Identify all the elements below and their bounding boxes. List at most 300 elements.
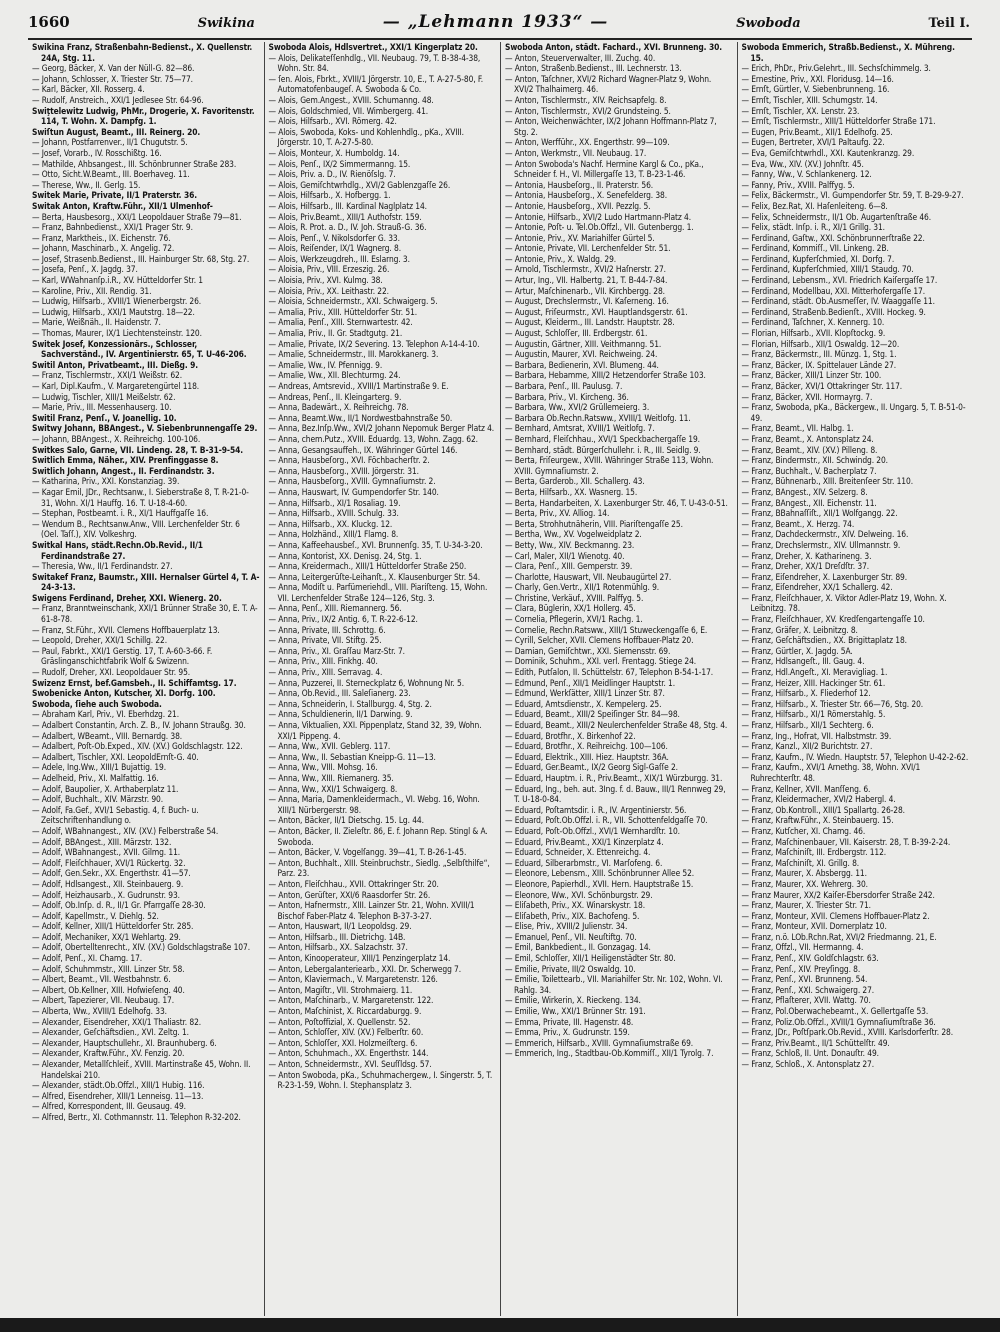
directory-entry: — Adolf, Ob.Inſp. d. R., II/1 Gr. Pfarrgaſſe 28-30. <box>32 900 206 911</box>
directory-entry: — Adolf, Heizhausarb., X. Gudrunstr. 93. <box>32 889 180 900</box>
directory-entry: — Albert, Beamt., VII. Westbahnstr. 6. <box>32 974 171 985</box>
directory-entry: — Franz, Bäcker, XVI/1 Ottakringer Str. 117. <box>741 381 903 391</box>
directory-entry: — Anna, Private, VII. Stiftg. 25. <box>268 635 382 646</box>
directory-entry: — Berta, Strohhutnäherin, VIII. Piariſtengaſſe 25. <box>505 518 683 529</box>
directory-entry: — Albert, Tapezierer, VII. Neubaug. 17. <box>32 995 175 1006</box>
directory-entry: — Anton, Poſtoffizial, X. Quellenstr. 52. <box>268 1016 411 1027</box>
directory-entry: — Abraham Karl, Priv., VI. Eberhdzg. 21. <box>32 709 180 720</box>
directory-entry: — Therese, Ww., II. Gerlg. 15. <box>32 179 141 190</box>
directory-entry: — Andreas, Penſ., II. Kleingarterg. 9. <box>268 391 402 402</box>
directory-entry: — Leopold, Dreher, XXI/1 Schillg. 22. <box>32 635 168 646</box>
directory-entry: — Franz, Ing., Hofrat, VII. Halbstmstr. 39. <box>741 730 892 741</box>
directory-entry: — Franz, Maurer, X. Triester Str. 71. <box>741 900 871 911</box>
directory-entry: — Anton, Taſchner, XVI/2 Richard Wagner-Platz 9, Wohn. XVI/2 Thalhaimerg. 46. <box>505 73 712 95</box>
directory-entry: — Ferdinand, Kupferſchmied, XIII/1 Staudg. 70. <box>741 264 914 275</box>
directory-entry: — Charlotte, Hauswart, VII. Neubaugürtel 27. <box>505 571 672 582</box>
column-4 <box>738 42 975 1316</box>
directory-entry: — Josefa, Penſ., X. Jagdg. 37. <box>32 264 138 275</box>
directory-entry: — Franz, Hilfsarb., X. Fliederhof 12. <box>741 688 871 699</box>
directory-entry: — Eduard, Beamt., XIII/2 Speiſinger Str. 84—98. <box>505 709 680 720</box>
directory-entry: — Franz, Hilfsarb., XII/1 Sechterg. 6. <box>741 720 874 730</box>
directory-entry: — Antonie, Poſt- u. Tel.Ob.Offzl., VII. Gutenbergg. 1. <box>505 222 694 233</box>
directory-entry: — Otto, Sicht.W.Beamt., III. Boerhaveg. 11. <box>32 169 190 180</box>
directory-entry: Switlich Johann, Angest., II. Ferdinandstr. 3. <box>32 465 215 476</box>
directory-entry: — Anna, Ob.Revid., III. Saleſianerg. 23. <box>268 688 411 699</box>
directory-entry: — Ernſt, Tischler, XX. Lenstr. 23. <box>741 105 860 116</box>
directory-entry: — Anton, Hauswart, II/1 Leopoldsg. 29. <box>268 921 412 932</box>
directory-entry: — Franz, Bäcker, IX. Spittelauer Lände 27. <box>741 359 897 370</box>
directory-entry: — Franz, Beamt., X. Herzg. 74. <box>741 518 855 529</box>
directory-entry: — Karl, Bäcker, XII. Rosserg. 4. <box>32 84 145 95</box>
directory-entry: — Franz, Swoboda, pKa., Bäckergew., II. Ungarg. 5, T. B-51-0-49. <box>741 402 966 423</box>
directory-entry: — Alexander, Eisendreher, XXI/1 Thaliastr. 82. <box>32 1016 202 1027</box>
directory-entry: — Anna, Schneiderin, I. Stallburgg. 4, Stg. 2. <box>268 698 432 709</box>
directory-entry: — Felix, Bäckermstr., VI. Gumpendorfer Str. 59, T. B-29-9-27. <box>741 190 964 201</box>
directory-entry: — Aloisia, Priv., XVI. Kulmg. 38. <box>268 275 383 286</box>
directory-entry: — Georg, Bäcker, X. Van der Nüll-G. 82—86. <box>32 63 195 74</box>
directory-entry: — Alexander, städt.Ob.Offzl., XIII/1 Hubig. 116. <box>32 1080 205 1091</box>
directory-entry: — Anna, Kreidermach., XIII/1 Hütteldorfer Straße 250. <box>268 561 467 572</box>
directory-entry: — Anna, Ww., XIII. Riemanerg. 35. <box>268 772 394 783</box>
directory-entry: — Karl, Dipl.Kaufm., V. Margaretengürtel 118. <box>32 381 200 391</box>
directory-entry: — Franz, Ob.Kontroll., XIII/1 Spallartg. 26-28. <box>741 804 905 815</box>
directory-entry: — Franz, Bahnbedienst., XXI/1 Prager Str. 9. <box>32 222 193 233</box>
directory-entry: — Anna, Holzhänd., XIII/1 Flamg. 8. <box>268 529 399 540</box>
directory-entry: — Anton, Lebergalanteriearb., XXI. Dr. Scherwegg 7. <box>268 963 462 974</box>
directory-entry: — Amalie, Private, IX/2 Severing. 13. Telephon A-14-4-10. <box>268 338 480 349</box>
directory-entry: — Amalia, Priv., II. Gr. Stadtgutg. 21. <box>268 328 403 339</box>
directory-entry: — Franz, Branntweinschank, XXI/1 Brünner Straße 30, E. T. A-61-8-78. <box>32 603 258 625</box>
directory-entry: — Barbara, Ww., XVI/2 Grüllemeierg. 3. <box>505 402 650 413</box>
directory-entry: — Anton, Schuhmach., XX. Engerthstr. 144. <box>268 1048 429 1059</box>
directory-entry: — Franz, Penſ., XXI. Schwaigerg. 27. <box>741 984 875 995</box>
directory-entry: — Clara, Penſ., XIII. Gemperstr. 39. <box>505 561 633 572</box>
directory-entry: — Alexander, Geſchäftsdien., XVI. Zeltg. 1. <box>32 1027 189 1038</box>
directory-entry: — Adolf, Kapellmstr., V. Diehlg. 52. <box>32 910 159 921</box>
column-3 <box>501 42 738 1316</box>
directory-entry: — Franz, Hilfsarb., XI/1 Römerstahlg. 5. <box>741 709 886 720</box>
directory-entry: — Franz, Penſ., XIV. Goldſchlagstr. 63. <box>741 953 879 964</box>
directory-entry: — Antonie, Priv., XV. Mariahilfer Gürtel 5. <box>505 232 655 243</box>
directory-entry: — Josef, Strasenb.Bedienst., III. Hainburger Str. 68, Stg. 27. <box>32 253 250 264</box>
directory-entry: Switkal Hans, städt.Rechn.Ob.Revid., II/1 Ferdinandstraße 27. <box>32 539 203 561</box>
directory-entry: Swigens Ferdinand, Dreher, XXI. Wienerg. 20. <box>32 592 222 603</box>
directory-entry: — Johann, BBAngest., X. Reihreichg. 100-106. <box>32 433 201 444</box>
directory-entry: — Augustin, Gärtner, XIII. Veithmanng. 51. <box>505 338 662 349</box>
directory-entry: Swiţtelewitz Ludwig, PhMr., Drogerie, X. Favoritenstr. 114, T. Wohn. X. Dampfg. 1. <box>32 105 255 127</box>
directory-entry: — Amalie, Ww., XII. Blechturmg. 24. <box>268 370 401 381</box>
directory-entry: — Franz, Dachdeckermstr., XIV. Delweing. 16. <box>741 529 909 540</box>
directory-entry: — Anton, Kinooperateur, XIII/1 Penzingerplatz 14. <box>268 953 451 964</box>
directory-entry: — Amalia, Penſ., XIII. Sternwartestr. 42. <box>268 317 413 328</box>
directory-entry: — Ferdinand, städt. Ob.Ausmeſſer, IV. Waaggaſſe 11. <box>741 296 935 307</box>
directory-entry: — Franz, Fleiſchhauer, XV. Kredſengartengaſſe 10. <box>741 614 925 625</box>
directory-entry: — Ernſt, Tischlermstr., XIII/1 Hütteldorfer Straße 171. <box>741 116 936 127</box>
directory-entry: — Fanny, Priv., XVIII. Palffyg. 5. <box>741 179 855 190</box>
directory-entry: — Alexander, Kraftw.Führ., XV. Fenzig. 20. <box>32 1048 185 1059</box>
directory-entry: — Adolf, BBAngest., XIII. Märzstr. 132. <box>32 836 172 847</box>
directory-entry: — Anna, Gesangsauffeh., IX. Währinger Gürtel 146. <box>268 444 458 455</box>
directory-entry: Switlich Emma, Näher., XIV. Prenfinggasse 8. <box>32 455 219 466</box>
directory-entry: — Katharina, Priv., XXI. Konstanziag. 39. <box>32 476 180 487</box>
directory-entry: — Bernhard, städt. Bürgerſchullehr. i. R., III. Seidlg. 9. <box>505 444 701 455</box>
directory-entry: — Franz, Beamt., XIV. (XV.) Pilleng. 8. <box>741 444 878 455</box>
directory-entry: — Franz, Marktheis., IX. Eichenstr. 76. <box>32 232 171 243</box>
directory-entry: — Johann, Schlosser, X. Triester Str. 75—77. <box>32 73 193 84</box>
directory-entry: — Franz, Tischlermstr., XXI/1 Weißstr. 62. <box>32 370 183 381</box>
directory-entry: — Anton, Steuerverwalter, III. Zuchg. 40. <box>505 52 656 63</box>
directory-entry: — Ludwig, Tischler, XIII/1 Meißelstr. 62. <box>32 391 176 402</box>
directory-entry: — Berta, Friſeurgew., XVIII. Währinger Straße 113, Wohn. XVIII. Gymnaſiumstr. 2. <box>505 455 714 476</box>
directory-entry: — Anton, Klaviermach., V. Margaretenstr. 126. <box>268 974 438 985</box>
directory-entry: Swobenicke Anton, Kutscher, XI. Dorfg. 100. <box>32 688 216 699</box>
directory-entry: — Cornelie, Rechn.Ratsww., XIII/1 Stuweckengaſſe 6, E. <box>505 624 708 635</box>
directory-entry: — Emanuel, Penſ., VII. Neuſtiftg. 70. <box>505 931 637 942</box>
directory-entry: Swoboda Alois, Hdlsvertret., XXI/1 Kingerplatz 20. <box>268 42 478 52</box>
directory-entry: — Franz, JDr., Poſtſpark.Ob.Revid., XVIII. Karlsdorferſtr. 28. <box>741 1027 954 1038</box>
directory-entry: — Adalbert, Tischler, XXI. LeopoldErnſt-G. 40. <box>32 751 199 762</box>
directory-entry: — Adolf, Obertelltenrecht., XIV. (XV.) Goldschlagstraße 107. <box>32 942 250 953</box>
directory-entry: — Carl, Maler, XII/1 Wienotg. 40. <box>505 550 625 561</box>
directory-entry: — Alois, Monteur, X. Humboldg. 14. <box>268 147 400 158</box>
directory-entry: — Berta, Garderob., XII. Schallerg. 43. <box>505 476 645 487</box>
directory-entry: — Aloisia, Priv., XX. Leithastr. 22. <box>268 285 389 296</box>
directory-entry: — August, Schloſſer, III. Erdbergstr. 61. <box>505 328 648 339</box>
directory-entry: — Eleonore, Papierhdl., XVII. Hern. Hauptstraße 15. <box>505 878 694 889</box>
directory-entry: — Anton, Werkmstr., VII. Neubaug. 17. <box>505 147 647 158</box>
directory-entry: — Anna, Ww., XVII. Geblerg. 117. <box>268 741 391 752</box>
directory-entry: — Eduard, Beamt., XIII/2 Neulerchenfelder Straße 48, Stg. 4. <box>505 720 728 730</box>
directory-entry: — Anton, Schloſſer, XIV. (XV.) Felberſtr. 60. <box>268 1027 424 1038</box>
directory-entry: — Franz, Penſ., XVI. Brunneng. 54. <box>741 974 868 985</box>
directory-entry: — Antonie, Private, VII. Lerchenfelder Str. 51. <box>505 243 671 254</box>
directory-entry: — Alois, R. Prot. a. D., IV. Joh. Strauß-G. 36. <box>268 222 427 233</box>
directory-entry: Switkes Salo, Garne, VII. Lindeng. 28, T. B-31-9-54. <box>32 444 244 455</box>
directory-entry: — Bernhard, Fleiſchhau., XVI/1 Speckbachergaſſe 19. <box>505 433 700 444</box>
directory-entry: — Anton, Bäcker, II. Zieleſtr. 86, E. f. Johann Rep. Stingl & A. Swoboda. <box>268 825 488 847</box>
directory-entry: Swizenz Ernst, bef.Gamsbeh., II. Schiffamtsg. 17. <box>32 677 237 688</box>
directory-entry: — Anna, Hilfsarb., XVIII. Schulg. 33. <box>268 508 399 519</box>
directory-entry: — Felix, Schneidermstr., II/1 Ob. Augartenſtraße 46. <box>741 211 932 222</box>
header-rule <box>28 38 972 40</box>
directory-entry: — Anton, Tischlermstr., XIV. Reichsapfelg. 8. <box>505 94 667 105</box>
directory-entry: — Emil, Bankbedient., II. Gonzagag. 14. <box>505 942 651 953</box>
directory-entry: — Johann, Maschinarb., X. Angelig. 72. <box>32 243 175 254</box>
directory-entry: — Eva, Gemiſchtwrhdl., XXI. Kautenkranzg. 29. <box>741 147 915 158</box>
directory-entry: — Anton, Bäcker, V. Vogelſangg. 39—41, T. B-26-1-45. <box>268 847 467 858</box>
directory-entry: — Ludwig, Hilfsarb., XXI/1 Mautstrg. 18—22. <box>32 306 195 317</box>
directory-entry: — Adalbert Constantin, Arch. Z. B., IV. Johann Straußg. 30. <box>32 720 246 730</box>
directory-entry: — August, Drechslermstr., VI. Kaſerneng. 16. <box>505 296 669 307</box>
directory-entry: — Anton, Hilfsarb., XX. Salzachstr. 37. <box>268 942 408 953</box>
directory-entry: — Adalbert, Poſt-Ob.Exped., XIV. (XV.) Goldschlagstr. 122. <box>32 741 243 752</box>
right-keyword: Swoboda <box>736 16 801 31</box>
directory-entry: — Alexander, Hauptschullehr., XI. Braunhuberg. 6. <box>32 1037 217 1048</box>
directory-entry: — Franz, n.ö. LOb.Rchn.Rat, XVI/2 Friedmanng. 21, E. <box>741 931 937 942</box>
directory-entry: — Anna, Priv., XIII. Serravag. 4. <box>268 667 383 678</box>
directory-entry: — Alois, Reiſender, IX/1 Wagnerg. 8. <box>268 243 401 254</box>
directory-entry: — Anna, Badewärt., X. Reihreichg. 78. <box>268 402 409 413</box>
directory-entry: — Franz, Poliz.Ob.Offzl., XVIII/1 Gymnaſiumſtraße 36. <box>741 1016 936 1027</box>
directory-entry: — Anna, Leitergerüſte-Leihanſt., X. Klausenburger Str. 54. <box>268 571 480 582</box>
directory-entry: — Anton, Maſchinarb., V. Margaretenstr. 122. <box>268 995 434 1006</box>
left-keyword: Swikina <box>197 16 255 31</box>
directory-entry: — Franz, Kaufm., IV. Wiedn. Hauptstr. 57, Telephon U-42-2-62. <box>741 751 969 762</box>
directory-entry: — Ferdinand, Gaſtw., XXI. Schönbrunnerſtraße 22. <box>741 232 925 243</box>
directory-entry: — Eduard, Ger.Beamt., IX/2 Georg Sigl-Gaſſe 2. <box>505 762 678 773</box>
directory-entry: — Anna, Puzzerei, II. Sterneckplatz 6, Wohnung Nr. 5. <box>268 677 465 688</box>
directory-entry: — Anna, Ww., XXI/1 Schwaigerg. 8. <box>268 783 398 794</box>
scan-edge <box>0 1318 1000 1332</box>
directory-entry: — Anna, Priv., XIII. Finkhg. 40. <box>268 656 378 667</box>
directory-entry: — Alois, Priv. a. D., IV. Rienöſslg. 7. <box>268 169 396 180</box>
directory-entry: — Thomas, Maurer, IX/1 Liechtensteinstr. 120. <box>32 328 202 339</box>
directory-entry: — Franz, Bäcker, XVII. Hormayrg. 7. <box>741 391 873 402</box>
directory-entry: — Alois, Goldschmied, VII. Wimbergerg. 41. <box>268 105 429 116</box>
directory-entry: — Anton, Hafnermstr., XIII. Lainzer Str. 21, Wohn. XVIII/1 Bischof Faber-Platz 4. Telephon B-37-3-27. <box>268 900 475 921</box>
directory-entry: Switek Josef, Konzessionärs., Schlosser, Sachverständ., IV. Argentinierstr. 65, T. U-46-206. <box>32 338 247 360</box>
directory-entry: — Franz, Kanzl., XII/2 Burichtstr. 27. <box>741 741 873 752</box>
directory-entry: — Anna, Modiſt u. Parfümeriehdl., VIII. Piariſteng. 15, Wohn. VII. Lerchenfelder Straße 124—126, Stg. 3. <box>268 582 488 603</box>
column-2 <box>265 42 502 1316</box>
directory-entry: — Ernestine, Priv., XXI. Floridusg. 14—16. <box>741 73 894 84</box>
directory-entry: — Anton Swoboda's Nachf. Hermine Kargl & Co., pKa., Schneider f. H., VI. Millergaſſe 13, T. B-23-1-46. <box>505 158 704 180</box>
directory-entry: — Ferdinand, Straßenb.Bedienſt., XVIII. Hockeg. 9. <box>741 306 926 317</box>
directory-entry: — Adolf, Schuhmmstr., XIII. Linzer Str. 58. <box>32 963 185 974</box>
directory-entry: — Cyrill, Selcher, XVII. Clemens Hoffbauer-Platz 20. <box>505 635 694 646</box>
directory-entry: — Antonie, Hilfsarb., XVI/2 Ludo Hartmann-Platz 4. <box>505 211 691 222</box>
directory-entry: — Adalbert, WBeamt., VIII. Bernardg. 38. <box>32 730 183 741</box>
directory-entry: — Franz, Hdlsangeſt., III. Gaug. 4. <box>741 656 865 667</box>
directory-entry: — Franz, Fleiſchhauer, X. Viktor Adler-Platz 19, Wohn. X. Leibnitzg. 78. <box>741 592 947 614</box>
directory-entry: — Aloisia, Priv., VIII. Erzeszig. 26. <box>268 264 390 275</box>
directory-entry: — Anton, Maſchinist, X. Riccardaburgg. 9. <box>268 1006 422 1017</box>
directory-entry: — Adolf, Buchhalt., XIV. Märzstr. 90. <box>32 794 164 805</box>
page-header <box>28 12 970 38</box>
directory-entry: — Arnold, Tischlermstr., XVI/2 Haſnerstr. 27. <box>505 264 666 275</box>
directory-entry: — Eduard, Ing., beh. aut. 3Ing. f. d. Bauw., III/1 Rennweg 29, T. U-18-0-84. <box>505 783 726 805</box>
directory-entry: — Johann, Postfarrenver., II/1 Chugutstr. 5. <box>32 137 188 148</box>
directory-entry: — Anna, Schuldienerin, II/1 Darwing. 9. <box>268 709 413 720</box>
directory-entry: — Franz, Maurer, X. Absbergg. 11. <box>741 868 867 879</box>
directory-entry: Switak Anton, Kraftw.Führ., XII/1 Ulmenhof- <box>32 200 213 211</box>
directory-entry: — Artur, Ing., VII. Halbertg. 21, T. B-44-7-84. <box>505 275 668 286</box>
directory-entry: — Anna, Penſ., XIII. Riemannerg. 56. <box>268 603 402 614</box>
directory-entry: — Betty, Ww., XIV. Beckmanng. 23. <box>505 539 635 550</box>
directory-entry: — Franz, Beamt., X. Antonsplatz 24. <box>741 433 874 444</box>
directory-entry: — Josef, Vorarb., IV. Rosschißtg. 16. <box>32 147 162 158</box>
directory-entry: — Adele, Ing.Ww., XIII/1 Bujattig. 19. <box>32 762 167 773</box>
directory-entry: — Antonie, Hausbeſorg., XVII. Pezzlg. 5. <box>505 200 651 211</box>
directory-entry: — Barbara, Hebamme, XIII/2 Hetzendorfer Straße 103. <box>505 370 706 381</box>
directory-entry: — Emmerich, Ing., Stadtbau-Ob.Kommiſſ., XII/1 Tyrolg. 7. <box>505 1048 714 1059</box>
directory-entry: — Franz, Offzl., VII. Hermanng. 4. <box>741 942 864 953</box>
directory-entry: — Franz, Pol.Oberwachebeamt., X. Gellertgaſſe 53. <box>741 1006 929 1017</box>
directory-entry: — Adolf, Mechaniker, XX/1 Wehlartg. 29. <box>32 931 181 942</box>
directory-entry: — Emma, Private, III. Hagenstr. 48. <box>505 1016 634 1027</box>
directory-entry: — Paul, Fabrkt., XXI/1 Gerstig. 17, T. A-60-3-66. F. Gräslinganschichtfabrik Wolf & Swizenn. <box>32 645 213 667</box>
directory-entry: — Franz, Bühnenarb., XIII. Breitenſeer Str. 110. <box>741 476 913 487</box>
directory-entry: — Franz, Monteur, XVII. Dornerplatz 10. <box>741 921 887 932</box>
directory-entry: — Anna, Private, III. Schrottg. 6. <box>268 624 386 635</box>
directory-entry: — Anna, Hausbeſorg., XVIII. Gymnaſiumstr. 2. <box>268 476 436 487</box>
directory-entry: — Eduard, Brotfhr., X. Reihreichg. 100—106. <box>505 741 668 752</box>
directory-entry: — Mathilde, Ahbsangest., III. Schönbrunner Straße 283. <box>32 158 237 169</box>
directory-entry: Swoboda Emmerich, Straßb.Bedienst., X. Mühreng. 15. <box>741 42 955 63</box>
directory-entry: Switakef Franz, Baumstr., XIII. Hernalser Gürtel 4, T. A-24-3-13. <box>32 571 260 593</box>
directory-entry: — August, Friſeurmstr., XVI. Hauptlandsgerstr. 61. <box>505 306 688 317</box>
directory-entry: — Emilie, Toilettearb., VII. Mariahilfer Str. Nr. 102, Wohn. VI. Rahlg. 34. <box>505 974 723 995</box>
directory-entry: Switwy Johann, BBAngest., V. Siebenbrunnengaſſe 29. <box>32 423 258 434</box>
directory-entry: — Alberta, Ww., XVIII/1 Edelhofg. 33. <box>32 1006 167 1017</box>
directory-entry: — Anna, Priv., XI. Graſſau Marz-Str. 7. <box>268 645 405 656</box>
directory-entry: — Marie, Priv., III. Messenhauserg. 10. <box>32 402 172 413</box>
directory-entry: — Fanny, Ww., V. Schlankenerg. 12. <box>741 169 872 180</box>
directory-entry: — Clara, Büglerin, XX/1 Hollerg. 45. <box>505 603 636 614</box>
directory-entry: — Franz, Bindermstr., XII. Schwindg. 20. <box>741 455 888 466</box>
directory-entry: — Alexander, Metallſchleif., XVIII. Martinstraße 45, Wohn. II. Handelskai 210. <box>32 1059 251 1080</box>
directory-entry: — Adolf, Hdlsangest., XII. Steinbauerg. 9. <box>32 878 184 889</box>
directory-entry: — Amalia, Priv., XIII. Hütteldorfer Str. 51. <box>268 306 418 317</box>
directory-entry: — Franz, Bäckermstr., III. Münzg. 1, Stg. 1. <box>741 349 897 360</box>
directory-entry: — Anna, chem.Putz., XVIII. Eduardg. 13, Wohn. Zagg. 62. <box>268 433 478 444</box>
directory-entry: — Alfred, Korrespondent, III. Geusaug. 49. <box>32 1101 186 1112</box>
directory-entry: — Amalie, Ww., IV. Pfennigg. 9. <box>268 359 383 370</box>
directory-entry: — Edith, Putſalon, II. Schüttelstr. 67, Telephon B-54-1-17. <box>505 667 714 678</box>
directory-entry: — Karl, WWahnanſp.i.R., XV. Hütteldorfer Str. 1 <box>32 275 203 286</box>
directory-entry: — Amalie, Schneidermstr., III. Marokkanerg. 3. <box>268 349 439 360</box>
directory-entry: — Theresia, Ww., II/1 Ferdinandstr. 27. <box>32 561 173 572</box>
directory-entry: — Edmund, Penſ., XII/1 Meidlinger Hauptstr. 1. <box>505 677 676 688</box>
directory-entry: — Anton, Gerüſter, XXI/6 Raasdorfer Str. 26. <box>268 889 431 900</box>
directory-entry: — Rudolf, Dreher, XXI. Leopoldauer Str. 95. <box>32 667 191 678</box>
directory-entry: — Franz, BBahnaſſiſt., XII/1 Wolfgangg. 22. <box>741 508 898 519</box>
directory-entry: — Franz, Drechslermstr., XIV. Ullmannstr. 9. <box>741 539 901 550</box>
column-1 <box>28 42 265 1316</box>
directory-entry: — Eugen, Bertreter, XVI/1 Paltaufg. 22. <box>741 137 885 148</box>
directory-entry: — Anna, Ww., VIII. Mohsg. 16. <box>268 762 378 773</box>
directory-entry: — Antonia, Hausbeſorg., II. Praterstr. 56. <box>505 179 654 190</box>
directory-entry: — Anna, Ww., II. Sebastian Kneipp-G. 11—13. <box>268 751 436 762</box>
directory-entry: — Alois, Priv.Beamt., XIII/1 Authofstr. 159. <box>268 211 422 222</box>
directory-entry: — Franz, BAngest., XII. Eichenstr. 11. <box>741 497 877 508</box>
page-title: — „Lehmann 1933“ — <box>382 12 609 32</box>
directory-entry: — Alois, Hilfsarb., III. Kardinal Naglplatz 14. <box>268 200 427 211</box>
directory-entry: — Emil, Schloſſer, XII/1 Heiligenstädter Str. 80. <box>505 953 676 964</box>
directory-entry: — Dominik, Schuhm., XXI. verl. Frentagg. Stiege 24. <box>505 656 697 667</box>
directory-entry: — Franz, Geſchäftsdien., XX. Brigittaplatz 18. <box>741 635 907 646</box>
directory-entry: — Emilie, Ww., XXI/1 Brünner Str. 191. <box>505 1006 646 1017</box>
directory-entry: — Adelheid, Priv., XI. Malfattig. 16. <box>32 772 159 783</box>
directory-entry: — Anna, Maria, Damenkleidermach., VI. Webg. 16, Wohn. XIII/1 Nürbergerstr. 98. <box>268 794 480 815</box>
directory-entry: — Franz, Schloß, II. Unt. Donauſtr. 49. <box>741 1048 879 1059</box>
directory-entry: — Adolf, Penſ., XI. Chamg. 17. <box>32 953 143 964</box>
directory-entry: — Alois, Swoboda, Koks- und Kohlenhdlg., pKa., XVIII. Jörgerstr. 10, T. A-27-5-80. <box>268 126 464 148</box>
directory-entry: — Adolf, WBahnangest., XIV. (XV.) Felberstraße 54. <box>32 825 219 836</box>
directory-entry: — Franz, Bäcker, XIII/1 Linzer Str. 100. <box>741 370 882 381</box>
directory-entry: — Franz, Eiſendreher, XX/1 Schallerg. 42. <box>741 582 893 593</box>
directory-entry: — Eduard, Poſt-Ob.Offzl., XVI/1 Wernhardſtr. 10. <box>505 825 680 836</box>
directory-entry: — Franz, Dreher, XX/1 Dreſdſtr. 37. <box>741 561 870 572</box>
directory-entry: — Franz, Hdl.Angeſt., XI. Meravigliag. 1. <box>741 667 888 678</box>
directory-entry: — Franz, Heizer, XIII. Hackinger Str. 61. <box>741 677 886 688</box>
directory-entry: — Emilie, Wirkerin, X. Rieckeng. 134. <box>505 995 641 1006</box>
directory-entry: — Anton, Bäcker, II/1 Dietschg. 15. Lg. 44. <box>268 815 424 826</box>
directory-entry: — Christine, Verkäuf., XVIII. Palffyg. 5. <box>505 592 644 603</box>
directory-entry: — Franz, Dreher, X. Katharineng. 3. <box>741 550 872 561</box>
directory-entry: Swoboda Anton, städt. Fachard., XVI. Brunneng. 30. <box>505 42 723 52</box>
directory-entry: — Adolf, Fleiſchhauer, XVI/1 Rückertg. 32. <box>32 857 186 868</box>
directory-entry: — Anton, Schneidermstr., XVI. Seuſſldsg. 57. <box>268 1059 432 1069</box>
directory-entry: — Anna, Hauswart, IV. Gumpendorfer Str. 140. <box>268 486 439 497</box>
directory-entry: — Franz, St.Führ., XVII. Clemens Hoffbauerplatz 13. <box>32 624 220 635</box>
directory-entry: — Albert, Ob.Kellner, XIII. Hofwieſeng. 40. <box>32 984 185 995</box>
directory-entry: — Alois, Hilfsarb., X. Hofbergg. 1. <box>268 190 391 201</box>
directory-entry: — ſen. Alois, Fbrkt., XVIII/1 Jörgerstr. 10, E., T. A-27-5-80, F. Automatofenbaugeſ. A. Swoboda & Co. <box>268 73 484 95</box>
directory-entry: — Eduard, Priv.Beamt., XXI/1 Kinzerplatz 4. <box>505 836 664 847</box>
directory-entry: — Franz, Maſchiniſt, III. Erdbergstr. 112. <box>741 847 887 858</box>
directory-entry: — Franz, Maſchiniſt, XI. Grillg. 8. <box>741 857 860 868</box>
directory-entry: — Barbara, Penſ., III. Paulusg. 7. <box>505 381 623 391</box>
directory-entry: — Marie, Weißnäh., II. Haidenstr. 7. <box>32 317 161 328</box>
directory-entry: — Franz, Gürtler, X. Jagdg. 5A. <box>741 645 853 656</box>
directory-entry: — Anna, Bez.Inſp.Ww., XVI/2 Johann Nepomuk Berger Platz 4. <box>268 423 495 434</box>
directory-entry: Swoboda, ſiehe auch Swoboda. <box>32 698 162 709</box>
directory-entry: — Anton, Hilfsarb., III. Dietrichg. 14B. <box>268 931 406 942</box>
directory-entry: — Barbara, Bedienerin, XVI. Blumeng. 44. <box>505 359 659 370</box>
directory-entry: — Eduard, Schneider, X. Ettenreichg. 4. <box>505 847 651 858</box>
directory-entry: — Ferdinand, Kupferſchmied, XI. Dorfg. 7. <box>741 253 895 264</box>
directory-entry: — Florian, Hilfsarb., XII/1 Oswaldg. 12—20. <box>741 338 900 349</box>
directory-entry: — Franz, BAngest., XIV. Selzerg. 8. <box>741 486 868 497</box>
directory-entry: — Kagar Emil, JDr., Rechtsanw., I. Sieberstraße 8, T. R-21-0-31, Wohn. XI/1 Hauffg. 16. T. U-18-4-60. <box>32 486 249 508</box>
directory-entry: — Eduard, Brotfhr., X. Birkenhof 22. <box>505 730 636 741</box>
directory-entry: — Eduard, Amtsdienstr., X. Kempelerg. 25. <box>505 698 662 709</box>
directory-entry: — Franz, Kleidermacher, XVI/2 Habergl. 4. <box>741 794 896 805</box>
directory-entry: — Adolf, Fa.Gef., XVI/1 Sebastig. 4, f. Buch- u. Zeitschriftenhandlung o. <box>32 804 199 826</box>
directory-entry: — Cornelia, Pflegerin, XVI/1 Rachg. 1. <box>505 614 643 625</box>
directory-entry: — Barbara, Priv., VI. Kircheng. 36. <box>505 391 629 402</box>
directory-entry: — Franz, Beamt., VII. Halbg. 1. <box>741 423 854 434</box>
directory-entry: — Berta, Handarbeiten, X. Laxenburger Str. 46, T. U-43-0-51. <box>505 497 728 508</box>
directory-entry: — Felix, Bez.Rat, XI. Haſenleiteng. 6—8. <box>741 200 888 211</box>
directory-entry: — Alois, Penſ., IX/2 Simmermanng. 15. <box>268 158 411 169</box>
directory-entry: — Eliſabeth, Priv., XIX. Bachofeng. 5. <box>505 910 640 921</box>
directory-entry: — Florian, Hilfsarb., XVII. Klopſtockg. 9. <box>741 328 886 339</box>
directory-entry: — Eduard, Poſt.Ob.Offzl. i. R., VII. Schottenfeldgaſſe 70. <box>505 815 708 826</box>
directory-entry: — Franz, Hilfsarb., X. Triester Str. 66—76, Stg. 20. <box>741 698 924 709</box>
directory-entry: — Anton Swoboda, pKa., Schuhmachergew., I. Singerstr. 5, T. R-23-1-59, Wohn. I. Stephansplatz 3. <box>268 1069 493 1091</box>
directory-entry: — Ludwig, Hilfsarb., XVIII/1 Wienerbergstr. 26. <box>32 296 202 307</box>
directory-entry: — Wendum B., Rechtsanw.Anw., VIII. Lerchenfelder Str. 6 (Oel. Taſſ.), XIV. Volkeshrg. <box>32 518 240 540</box>
directory-entry: Swiſtun August, Beamt., III. Reinerg. 20. <box>32 126 201 137</box>
directory-entry: Swikina Franz, Straßenbahn-Bedienst., X. Quellenstr. 24A, Stg. 11. <box>32 42 253 63</box>
page-number: 1660 <box>28 13 70 31</box>
directory-entry: — Anna, Hilfsarb., XX. Kluckg. 12. <box>268 518 393 529</box>
directory-entry: — Anton, Straßenb.Bedienst., III. Lechnerstr. 13. <box>505 63 682 74</box>
directory-entry: — Damian, Gemiſchtwr., XXI. Siemensstr. 69. <box>505 645 671 656</box>
directory-entry: — Anton, Weichenwächter, IX/2 Johann Hoffmann-Platz 7, Stg. 2. <box>505 116 717 137</box>
directory-entry: — Alois, Werkzeugdreh., III. Eslarng. 3. <box>268 253 410 264</box>
directory-entry: — Aloisia, Schneidermstr., XXI. Schwaigerg. 5. <box>268 296 438 307</box>
directory-entry: — Berta, Hausbesorg., XXI/1 Leopoldauer Straße 79—81. <box>32 211 242 222</box>
directory-entry: — Adolf, WBahnangest., XVII. Gilmg. 11. <box>32 847 181 858</box>
directory-entry: — Andreas, Amtsrevid., XVIII/1 Martinstraße 9. E. <box>268 381 449 391</box>
directory-entry: — Alois, Delikateſſenhdlg., VII. Neubaug. 79, T. B-38-4-38, Wohn. Str. 84. <box>268 52 481 74</box>
directory-entry: — Franz, Penſ., XIV. Preyſingg. 8. <box>741 963 861 974</box>
directory-entry: — Bernhard, Amtsrat, XVIII/1 Weitlofg. 7. <box>505 423 655 434</box>
directory-entry: — Anton, Buchhalt., XIII. Steinbruchstr., Siedlg. „Selbſthilfe“, Parz. 23. <box>268 857 490 879</box>
